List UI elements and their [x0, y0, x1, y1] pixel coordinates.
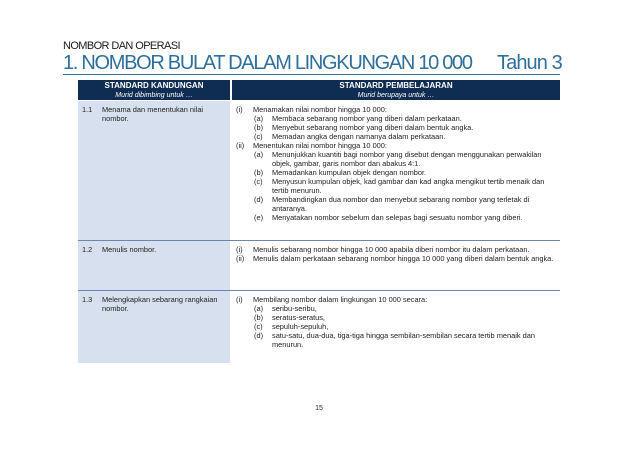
- learning-subitem: [236, 313, 558, 322]
- learning-subitem: [236, 195, 558, 213]
- table-row-1-3: [78, 291, 560, 363]
- content-cell: [78, 241, 230, 290]
- subitem-label: (d): [254, 331, 264, 340]
- year-label: Tahun 3: [497, 52, 562, 74]
- item-label: (ii): [236, 141, 245, 150]
- learning-subitem: [236, 304, 558, 313]
- learning-subitem: [236, 331, 558, 349]
- subitem-text: Memadankan kumpulan objek dengan nombor.: [272, 168, 427, 177]
- learning-item: [236, 141, 558, 150]
- subitem-text: Menunjukkan kuantiti bagi nombor yang disebut dengan menggunakan perwakilan objek, gambar, garis nombor dan abakus 4:1.: [272, 150, 542, 168]
- row-number: 1.2: [82, 245, 93, 254]
- item-text: Menulis dalam perkataan sebarang nombor hingga 10 000 yang diberi dalam bentuk angka.: [253, 254, 554, 263]
- subitem-label: (e): [254, 213, 264, 222]
- content-standard-text: Melengkapkan sebarang rangkaian nombor.: [102, 295, 218, 313]
- table-row-1-2: [78, 241, 560, 290]
- learning-cell: [232, 101, 560, 240]
- header-right-subtitle: Murid berupaya untuk …: [357, 92, 435, 99]
- learning-item: [236, 105, 558, 114]
- subitem-label: (c): [254, 322, 263, 331]
- subitem-label: (a): [254, 150, 264, 159]
- learning-subitem: [236, 132, 558, 141]
- learning-subitem: [236, 114, 558, 123]
- item-text: Menamakan nilai nombor hingga 10 000:: [253, 105, 387, 114]
- learning-subitem: [236, 150, 558, 168]
- learning-subitem: [236, 168, 558, 177]
- header-standard-kandungan: [78, 80, 230, 100]
- page-number: 15: [315, 405, 323, 412]
- subitem-text: Membaca sebarang nombor yang diberi dalam perkataan.: [272, 114, 462, 123]
- content-standard-text: Menulis nombor.: [102, 245, 157, 254]
- subitem-text: Memadan angka dengan namanya dalam perkataan.: [272, 132, 446, 141]
- learning-cell: [232, 241, 560, 290]
- subitem-label: (c): [254, 132, 263, 141]
- item-label: (ii): [236, 254, 245, 263]
- row-number: 1.3: [82, 295, 93, 304]
- item-text: Menentukan nilai nombor hingga 10 000:: [253, 141, 387, 150]
- header-left-title: STANDARD KANDUNGAN: [104, 81, 204, 90]
- learning-item: [236, 254, 558, 263]
- learning-item: [236, 245, 558, 254]
- section-heading: NOMBOR DAN OPERASI: [63, 40, 180, 52]
- subitem-text: Menyusun kumpulan objek, kad gambar dan kad angka mengikut tertib menaik dan tertib menurun.: [272, 177, 545, 195]
- subitem-text: seribu-seribu,: [272, 304, 317, 313]
- subitem-label: (b): [254, 313, 264, 322]
- table-row-1-1: [78, 101, 560, 240]
- learning-cell: [232, 291, 560, 363]
- item-label: (i): [236, 245, 243, 254]
- subitem-label: (a): [254, 114, 264, 123]
- item-label: (i): [236, 295, 243, 304]
- subitem-text: Menyatakan nombor sebelum dan selepas bagi sesuatu nombor yang diberi.: [272, 213, 523, 222]
- learning-subitem: [236, 322, 558, 331]
- subitem-text: sepuluh-sepuluh,: [272, 322, 329, 331]
- header-standard-pembelajaran: [232, 80, 560, 100]
- header-left-subtitle: Murid dibimbing untuk …: [115, 92, 193, 99]
- content-cell: [78, 101, 230, 240]
- row-number: 1.1: [82, 105, 93, 114]
- subitem-label: (d): [254, 195, 264, 204]
- learning-subitem: [236, 213, 558, 222]
- subitem-label: (b): [254, 123, 264, 132]
- subitem-label: (a): [254, 304, 264, 313]
- item-text: Menulis sebarang nombor hingga 10 000 apabila diberi nombor itu dalam perkataan.: [253, 245, 530, 254]
- content-standard-text: Menama dan menentukan nilai nombor.: [102, 105, 204, 123]
- page-title: 1. NOMBOR BULAT DALAM LINGKUNGAN 10 000: [63, 52, 472, 74]
- subitem-text: Membandingkan dua nombor dan menyebut sebarang nombor yang terletak di antaranya.: [272, 195, 530, 213]
- subitem-label: (c): [254, 177, 263, 186]
- item-text: Membilang nombor dalam lingkungan 10 000 secara:: [253, 295, 428, 304]
- learning-item: [236, 295, 558, 304]
- subitem-text: Menyebut sebarang nombor yang diberi dalam bentuk angka.: [272, 123, 474, 132]
- learning-subitem: [236, 177, 558, 195]
- subitem-label: (b): [254, 168, 264, 177]
- header-right-title: STANDARD PEMBELAJARAN: [339, 81, 453, 90]
- item-label: (i): [236, 105, 243, 114]
- content-cell: [78, 291, 230, 363]
- subitem-text: satu-satu, dua-dua, tiga-tiga hingga sembilan-sembilan secara tertib menaik dan menurun.: [272, 331, 535, 349]
- learning-subitem: [236, 123, 558, 132]
- title-rule: [63, 74, 560, 75]
- subitem-text: seratus-seratus,: [272, 313, 325, 322]
